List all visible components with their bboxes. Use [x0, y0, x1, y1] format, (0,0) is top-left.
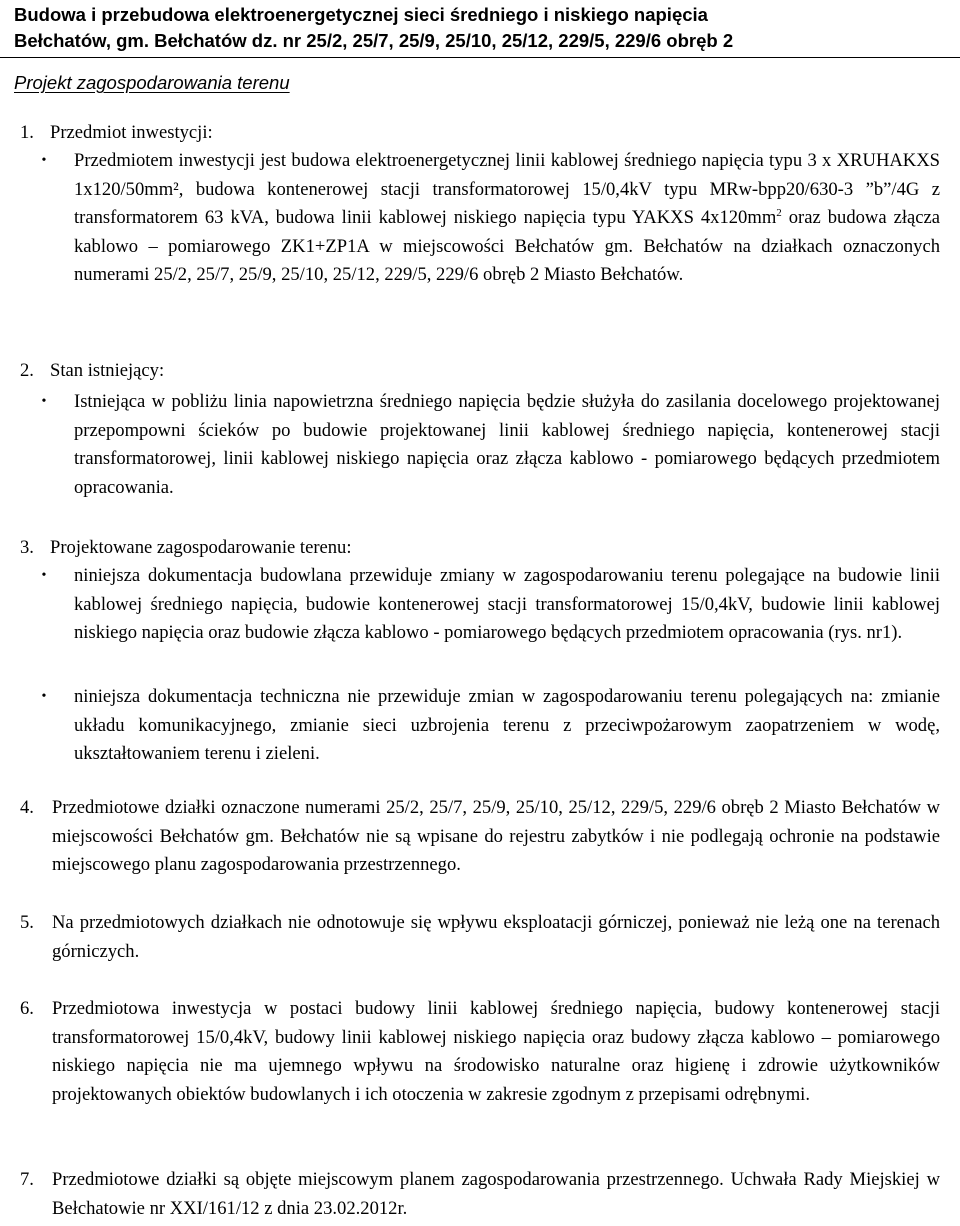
section-number: 1. — [20, 122, 34, 143]
bullet-icon: • — [41, 394, 47, 409]
section-number: 7. — [20, 1169, 34, 1190]
header-title-line: Budowa i przebudowa elektroenergetycznej sieci średniego i niskiego napięcia — [14, 4, 708, 25]
section-number: 2. — [20, 360, 34, 381]
section-heading — [20, 534, 352, 563]
section-paragraph: Przedmiotowe działki oznaczone numerami 25/2, 25/7, 25/9, 25/10, 25/12, 229/5, 229/6 obręb 2 Miasto Bełchatów w miejscowości Bełchatów gm. Bełchatów nie są wpisane do rejestru zabytków i nie podlegają ochronie na podstawie miejscowego planu zagospodarowania przestrzennego. — [52, 797, 940, 875]
section-paragraph: niniejsza dokumentacja techniczna nie przewiduje zmian w zagospodarowaniu terenu polegających na: zmianie układu komunikacyjnego, zmianie sieci uzbrojenia terenu z przeciwpożarowym zaopatrzeniem w wodę, ukształtowaniem terenu i zieleni. — [74, 686, 940, 764]
bullet-icon: • — [41, 568, 47, 583]
bullet-icon: • — [41, 153, 47, 168]
header-divider — [0, 57, 960, 58]
section-number: 3. — [20, 537, 34, 558]
section-paragraph: Przedmiotem inwestycji jest budowa elektroenergetycznej linii kablowej średniego napięcia typu 3 x XRUHAKXS 1x120/50mm², budowa kontenerowej stacji transformatorowej 15/0,4kV typu MRw-bpp20/630-3 ”b”/4G z transformatorem 63 kVA, budowa linii kablowej niskiego napięcia typu YAKXS $4x120mm^2$ oraz budowa złącza kablowo – pomiarowego ZK1+ZP1A w miejscowości Bełchatów gm. Bełchatów na działkach oznaczonych numerami 25/2, 25/7, 25/9, 25/10, 25/12, 229/5, 229/6 obręb 2 Miasto Bełchatów. — [74, 150, 940, 285]
section-number: 4. — [20, 797, 34, 818]
section-paragraph: niniejsza dokumentacja budowlana przewiduje zmiany w zagospodarowaniu terenu polegające na budowie linii kablowej średniego napięcia, budowie kontenerowej stacji transformatorowej 15/0,4kV, budowie linii kablowej niskiego napięcia oraz budowie złącza kablowo - pomiarowego będących przedmiotem opracowania (rys. nr1). — [74, 565, 940, 643]
bullet-icon: • — [41, 689, 47, 704]
section-number: 5. — [20, 912, 34, 933]
header-location-line: Bełchatów, gm. Bełchatów dz. nr 25/2, 25/7, 25/9, 25/10, 25/12, 229/5, 229/6 obręb 2 — [14, 30, 734, 51]
superscript: 2 — [776, 206, 782, 219]
document-subtitle: Projekt zagospodarowania terenu — [14, 72, 290, 93]
section-paragraph: Przedmiotowa inwestycja w postaci budowy linii kablowej średniego napięcia, budowy kontenerowej stacji transformatorowej 15/0,4kV, budowy linii kablowej niskiego napięcia oraz budowy złącza kablowo – pomiarowego niskiego napięcia nie ma ujemnego wpływu na środowisko naturalne oraz higienę i zdrowie użytkowników projektowanych obiektów budowlanych i ich otoczenia w zakresie zgodnym z przepisami odrębnymi. — [52, 998, 940, 1105]
section-paragraph: Przedmiotowe działki są objęte miejscowym planem zagospodarowania przestrzennego. Uchwała Rady Miejskiej w Bełchatowie nr XXI/161/12 z dnia 23.02.2012r. — [52, 1169, 940, 1219]
section-paragraph: Na przedmiotowych działkach nie odnotowuje się wpływu eksploatacji górniczej, ponieważ nie leżą one na terenach górniczych. — [52, 912, 940, 962]
section-heading — [20, 357, 164, 386]
section-heading — [20, 119, 213, 148]
section-title: Projektowane zagospodarowanie terenu: — [50, 537, 352, 558]
section-title: Stan istniejący: — [50, 360, 165, 381]
document-header — [14, 2, 958, 54]
section-title: Przedmiot inwestycji: — [50, 122, 213, 143]
section-number: 6. — [20, 998, 34, 1019]
section-paragraph: Istniejąca w pobliżu linia napowietrzna średniego napięcia będzie służyła do zasilania docelowego projektowanej przepompowni ścieków po budowie projektowanej linii kablowej średniego napięcia, kontenerowej stacji transformatorowej, linii kablowej niskiego napięcia oraz złącza kablowo - pomiarowego będących przedmiotem opracowania. — [74, 391, 940, 498]
